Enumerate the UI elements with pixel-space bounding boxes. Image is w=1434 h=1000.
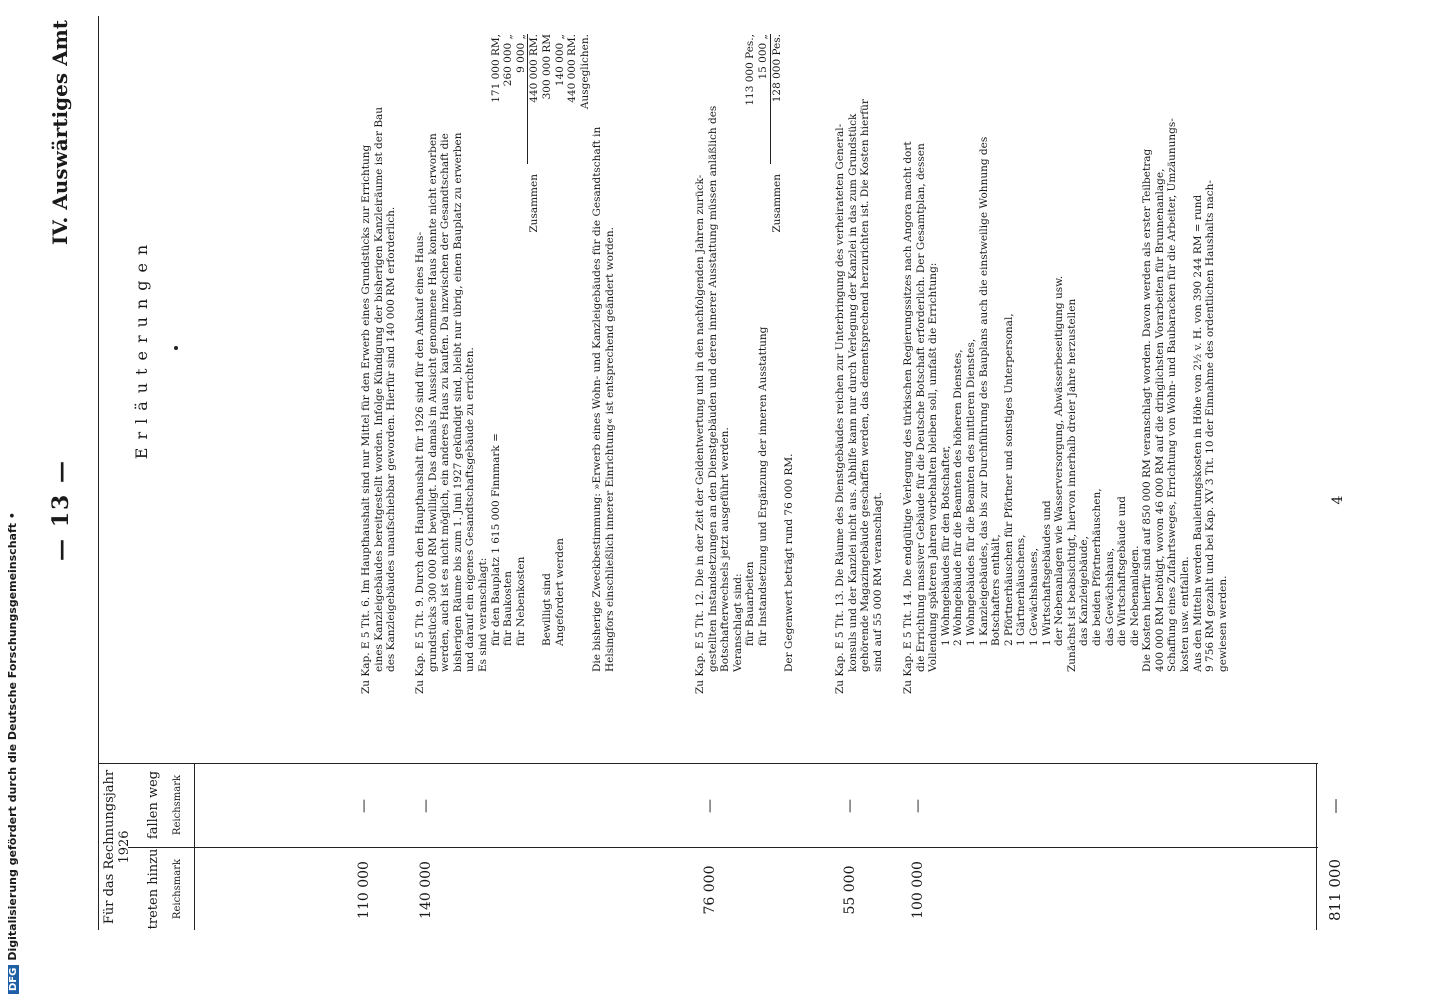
text-line: Zu Kap. E 5 Tit. 6. Im Haupthaushalt sind nur Mittel für den Erwerb eines Grundstücks zur Errichtung [360, 144, 372, 694]
text-line: gewiesen werden. [1216, 575, 1229, 672]
fallen-weg-head: fallen weg [146, 770, 161, 840]
text-line: Zunächst ist beabsichtigt, hiervon innerhalb dreier Jahre herzustellen [1065, 298, 1078, 672]
dfg-logo: DFG [8, 965, 19, 994]
list-item: 1 Wirtschaftsgebäudes und [1040, 500, 1053, 646]
text-line: sind auf 55 000 RM veranschlagt. [871, 491, 884, 672]
text-line: Schaffung eines Zufahrtsweges, Errichtung von Wohn- und Baubaracken für die Arbeiter, Umzäunungs- [1166, 118, 1179, 672]
text-line: bisherigen Räume bis zum 1. Juni 1927 gekündigt sind, bleibt nur übrig, einen Bauplatz zu erwerben [451, 132, 464, 672]
text-line: Vollendung späteren Jahren vorbehalten bleiben soll, umfaßt die Errichtung: [927, 262, 940, 672]
list-item: 1 Gewächshauses, [1027, 547, 1040, 646]
text-line: Aus den Mitteln werden Bauleitungskosten in Höhe von 2½ v. H. von 390 244 RM = rund [1191, 194, 1204, 672]
dash-tit12: — [702, 799, 718, 813]
text-line: Die bisherige Zweckbestimmung: »Erwerb eines Wohn- und Kanzleigebäudes für die Gesandtschaft in [591, 126, 604, 672]
budget-table [98, 16, 1344, 930]
sum-row: Zusammen 440 000 RM. [528, 34, 541, 233]
list-item: 1 Wohngebäudes für den Botschafter, [939, 445, 952, 646]
dash-tit9: — [418, 799, 434, 813]
list-item: 2 Pförtnerhäuschen für Pförtner und sonstiges Unterpersonal, [1002, 313, 1015, 646]
cost-row: für Nebenkosten 9 000 „ [514, 34, 527, 646]
section-title: IV. Auswärtiges Amt [48, 20, 72, 246]
dash-tit14: — [910, 799, 926, 813]
unit-head-2: Reichsmark [172, 774, 183, 836]
angefordert-total-row: 440 000 RM. [566, 34, 579, 103]
list-item: die Nebenanlagen. [1128, 545, 1141, 646]
amount-tit12: 76 000 [702, 865, 718, 915]
text-line: Zu Kap. E 5 Tit. 13. Die Räume des Dienstgebäudes reichen zur Unterbringung des verheirateten General- [834, 123, 846, 694]
erlaeuterungen-head: Erläuterungen [132, 236, 151, 460]
column-divider-1 [128, 847, 1318, 848]
text-line: konsuls und der Kanzlei nicht aus. Abhilfe kann nur durch Verlegung der Kanzlei in das zum Grundstück [846, 113, 859, 672]
list-item: 1 Kanzleigebäudes, das bis zur Durchführung des Bauplans auch die einstweilige Wohnung des [977, 136, 990, 646]
year-head: Für das Rechnungsjahr 1926 [102, 769, 132, 925]
text-line: des Kanzleigebäudes unaufschiebbar geworden. Hierfür sind 140 000 RM erforderlich. [385, 206, 398, 672]
text-line: eines Kanzleigebäudes bereitgestellt worden. Infolge Kündigung der bisherigen Kanzleiräume ist der Bau [372, 106, 385, 672]
list-item: die Wirtschaftsgebäude und [1116, 496, 1129, 646]
text-line: gestellten Instandsetzungen an den Dienstgebäuden und deren innerer Ausstattung müssen anläßlich des [706, 105, 719, 672]
amount-tit9: 140 000 [418, 861, 434, 919]
text-line: Zu Kap. E 5 Tit. 14. Die endgültige Verlegung des türkischen Regierungssitzes nach Angora macht dort [902, 141, 914, 694]
dash-total: — [1326, 798, 1344, 814]
text-line: Zu Kap. E 5 Tit. 12. Die in der Zeit der Geldentwertung und in den nachfolgenden Jahren zurück- [694, 174, 706, 694]
cost-row: für Bauarbeiten 113 000 Pes., [744, 34, 757, 646]
table-top-rule [98, 16, 99, 930]
list-item: 1 Gärtnerhäuschens, [1015, 534, 1028, 646]
column-divider-2 [98, 763, 1318, 764]
text-line: Zu Kap. E 5 Tit. 9. Durch den Haupthaushalt für 1926 sind für den Ankauf eines Haus- [414, 232, 426, 694]
text-line: Helsingfors einschließlich innerer Einrichtung« ist entsprechend geändert worden. [603, 227, 616, 672]
ausgeglichen-row: Ausgeglichen. [578, 34, 591, 110]
note-tit9 [414, 34, 617, 694]
treten-hinzu-head: treten hinzu [146, 848, 161, 930]
list-item: die beiden Pförtnerhäuschen, [1090, 488, 1103, 646]
note-tit13 [834, 34, 884, 694]
digitization-credit-text: Digitalisierung gefördert durch die Deutsche Forschungsgemeinschaft • [6, 512, 19, 961]
text-line: 400 000 RM benötigt, wovon 46 000 RM auf die dringlichsten Vorarbeiten für Brunnenanlage, [1153, 168, 1166, 672]
amount-tit6: 110 000 [356, 861, 372, 919]
center-dot [174, 346, 178, 350]
note-tit6 [360, 34, 398, 694]
text-line: Veranschlagt sind: [731, 573, 744, 672]
note-tit12 [694, 34, 796, 694]
angefordert-row: Angefordert werden 140 000 „ [553, 34, 566, 646]
text-line: 9 756 RM gezahlt und bei Kap. XV 3 Tit. 10 der Einnahme des ordentlichen Haushalts nach- [1204, 180, 1217, 672]
page-label: — 13 — [48, 459, 74, 561]
text-line: Es sind veranschlagt: [476, 557, 489, 672]
list-item: das Gewächshaus, [1103, 547, 1116, 646]
cost-row: für Instandsetzung und Ergänzung der inneren Ausstattung 15 000 „ [756, 34, 769, 646]
page-number: 4 [1330, 495, 1346, 505]
bewilligt-row: Bewilligt sind 300 000 RM [540, 34, 553, 646]
text-line: kosten usw. entfallen. [1179, 556, 1192, 672]
list-item: das Kanzleigebäude, [1078, 536, 1091, 646]
digitization-credit [6, 512, 28, 994]
text-line: grundstücks 300 000 RM bewilligt. Das damals in Aussicht genommene Haus konnte nicht erworben [426, 133, 439, 672]
list-item: der Nebenanlagen wie Wasserversorgung, Abwässerbeseitigung usw. [1053, 275, 1066, 646]
text-line: die Errichtung massiver Gebäude für die Deutsche Botschaft erforderlich. Der Gesamtplan, dessen [914, 143, 927, 672]
list-item: Botschafters enthält, [990, 534, 1003, 646]
text-line: gehörende Magazingebäude geschaffen werden, das dementsprechend herzurichten ist. Die Kosten hierfür [859, 99, 872, 672]
text-line: werden, auch ist es nicht möglich, ein anderes Haus zu kaufen. Da inzwischen der Gesandtschaft die [439, 133, 452, 672]
amount-total: 811 000 [1326, 858, 1344, 922]
list-item: 2 Wohngebäude für die Beamten des höheren Dienstes, [952, 349, 965, 646]
text-line: und darauf ein eigenes Gesandtschaftsgebäude zu errichten. [464, 347, 477, 672]
text-line: Die Kosten hierfür sind auf 850 000 RM veranschlagt worden. Davon werden als erster Teilbetrag [1141, 148, 1154, 672]
sum-row: Zusammen 128 000 Pes. [770, 34, 783, 233]
dash-tit6: — [356, 799, 372, 813]
dash-tit13: — [842, 799, 858, 813]
text-line: Der Gegenwert beträgt rund 76 000 RM. [783, 453, 796, 672]
unit-head-1: Reichsmark [172, 858, 183, 920]
cost-row: für den Bauplatz 1 615 000 Finnmark = 171 000 RM, [489, 34, 502, 646]
amount-tit14: 100 000 [910, 861, 926, 919]
amount-tit13: 55 000 [842, 865, 858, 915]
list-item: 1 Wohngebäudes für die Beamten des mittleren Dienstes, [964, 338, 977, 646]
cost-row: für Baukosten 260 000 „ [502, 34, 515, 646]
note-tit14 [902, 34, 1229, 694]
text-line: Botschafterwechsels jetzt ausgeführt werden. [719, 427, 732, 672]
